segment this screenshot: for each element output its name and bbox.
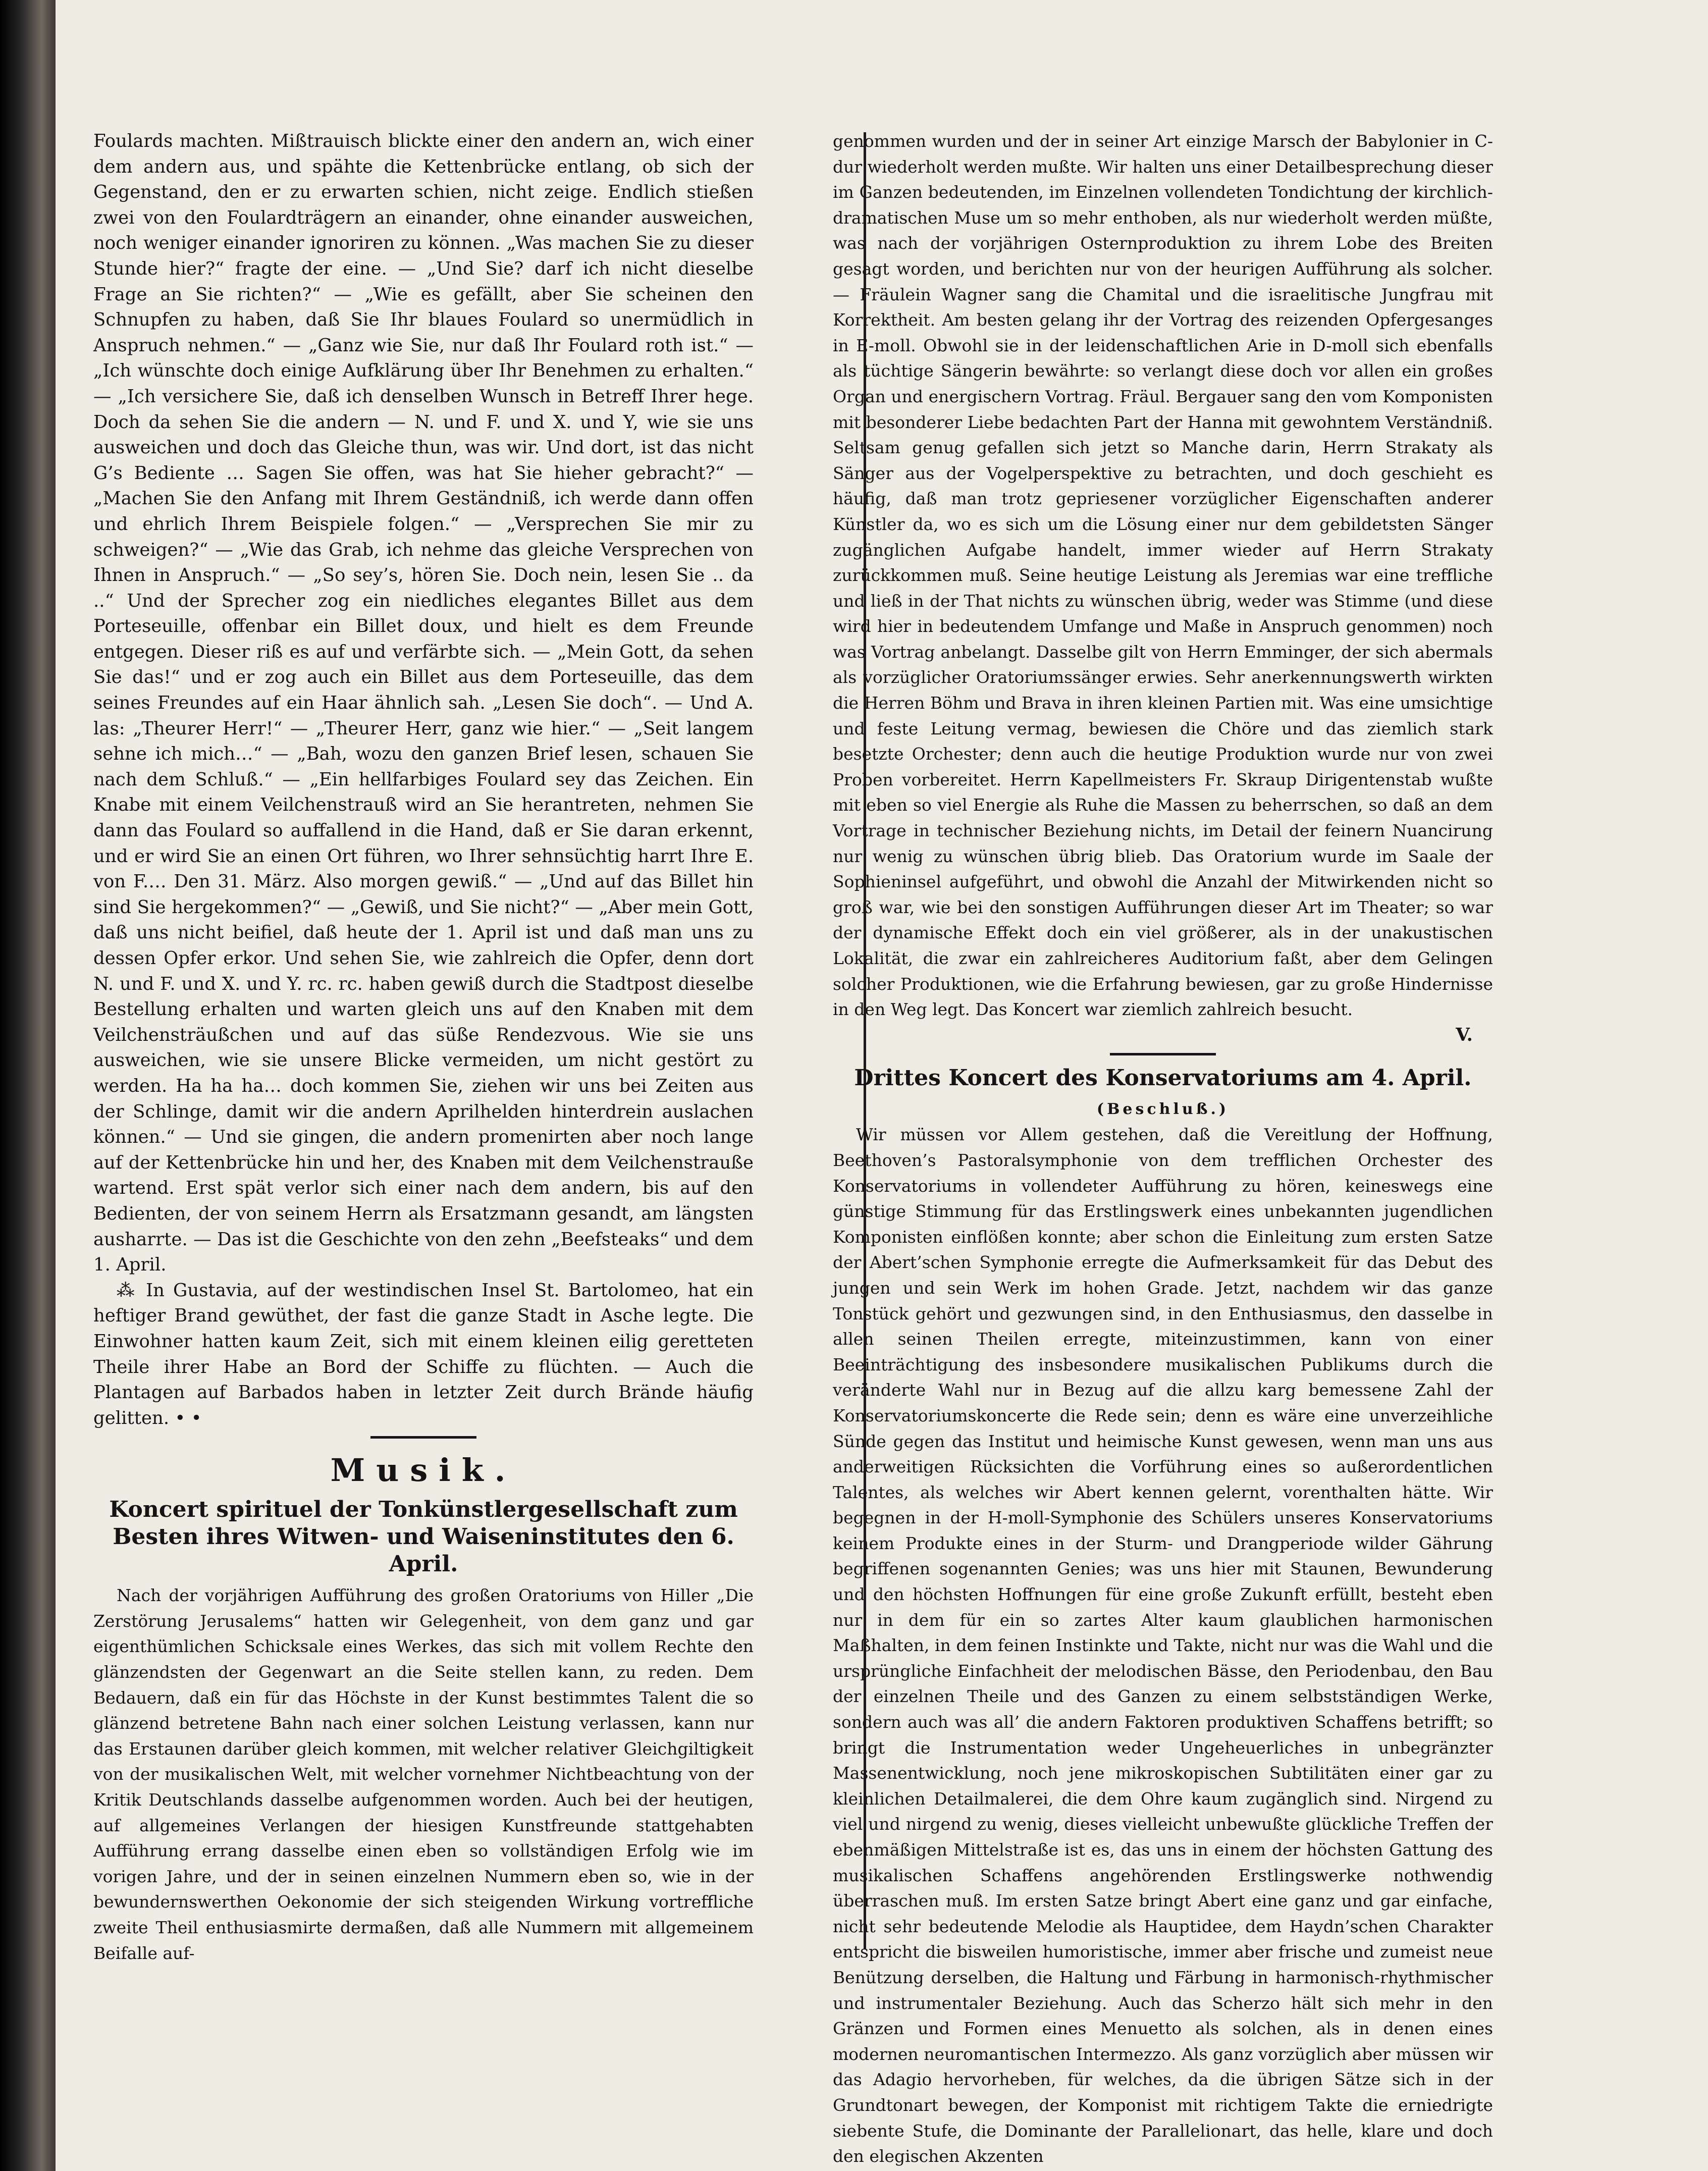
author-signature: V. [1456, 1024, 1473, 1045]
article-body-konservatorium: Wir müssen vor Allem gestehen, daß die Vereitlung der Hoffnung, Beethoven’s Pastoralsymphonie von dem trefflichen Orchester des Konservatoriums in vollendeter Aufführung zu hören, keineswegs eine günstige Stimmung für das Erstlingswerk eines unbekannten jugendlichen Komponisten einflößen konnte; aber schon die Einleitung zum ersten Satze der Abert’schen Symphonie erregte die Aufmerksamkeit für das Debut des jungen und sein Werk im hohen Grade. Jetzt, nachdem wir das ganze Tonstück gehört und gezwungen sind, in den Enthusiasmus, den dasselbe in allen seinen Theilen erregte, miteinzustimmen, kann von einer Beeinträchtigung des insbesondere musikalischen Publikums durch die veränderte Wahl nur in Bezug auf die allzu karg bemessene Zahl der Konservatoriumskoncerte die Rede sein; denn es wäre eine unverzeihliche Sünde gegen das Institut und heimische Kunst gewesen, wenn man uns aus anderweitigen Rücksichten die Vorführung eines so außerordentlichen Talentes, als welches wir Abert kennen gelernt, vorenthalten hätte. Wir begegnen in der H-moll-Symphonie des Schülers unseres Konservatoriums keinem Produkte eines in der Sturm- und Drangperiode wilder Gährung begriffenen sogenannten Genies; was uns hier mit Staunen, Bewunderung und den höchsten Hoffnungen für eine große Zukunft erfüllt, besteht eben nur in dem für ein so zartes Alter kaum glaublichen harmonischen Maßhalten, in dem feinen Instinkte und Takte, nicht nur was die Wahl und die ursprüngliche Einfachheit der melodischen Bässe, den Periodenbau, den Bau der einzelnen Theile und des Ganzen zu einem selbstständigen Werke, sondern auch was all’ die andern Faktoren produktiven Schaffens betrifft; so bringt die Instrumentation weder Ungeheuerliches in unbegränzter Massenentwicklung, noch jene mikroskopischen Subtilitäten einer gar zu kleinlichen Detailmalerei, die dem Ohre kaum zugänglich sind. Nirgend zu viel und nirgend zu wenig, dieses vielleicht unbewußte glückliche Treffen der ebenmäßigen Mittelstraße ist es, das uns in einem der höchsten Gattung des musikalischen Schaffens angehörenden Erstlingswerke nothwendig überraschen muß. Im ersten Satze bringt Abert eine ganz und gar einfache, nicht sehr bedeutende Melodie als Hauptidee, dem Haydn’schen Charakter entspricht die bisweilen humoristische, immer aber frische und zumeist neue Benützung derselben, die Haltung und Färbung in harmonisch-rhythmischer und instrumentaler Beziehung. Auch das Scherzo hält sich mehr in den Gränzen und Formen eines Menuetto als solchen, als in denen eines modernen neuromantischen Intermezzo. Als ganz vorzüglich aber müssen wir das Adagio hervorheben, für welches, da die übrigen Sätze sich in der Grundtonart bewegen, der Komponist mit richtigem Takte die erniedrigte siebente Stufe, die Dominante der Parallelionart, das helle, klare und doch den elegischen Akzenten [833, 1125, 1493, 2166]
section-title: Musik. [330, 1452, 517, 1489]
left-column [93, 129, 754, 1963]
news-item-gustavia: ⁂ In Gustavia, auf der westindischen Insel St. Bartolomeo, hat ein heftiger Brand gewüthet, der fast die ganze Stadt in Asche legte. Die Einwohner hatten kaum Zeit, sich mit einem kleinen eilig geretteten Theile ihrer Habe an Bord der Schiffe zu flüchten. — Auch die Plantagen auf Barbados haben in letzter Zeit durch Brände häufig gelitten. • • [93, 1280, 754, 1428]
article-rule [1110, 1053, 1216, 1055]
article-subtitle: (Beschluß.) [1096, 1100, 1230, 1119]
article-continuation: genommen wurden und der in seiner Art einzige Marsch der Babylonier in C-dur wiederholt werden mußte. Wir halten uns einer Detailbesprechung dieser im Ganzen bedeutenden, im Einzelnen vollendeten Tondichtung der kirchlich-dramatischen Muse um so mehr enthoben, als nur wiederholt werden müßte, was nach der vorjährigen Osternproduktion zu ihrem Lobe des Breiten gesagt worden, und berichten nur von der heurigen Aufführung als solcher. — Fräulein Wagner sang die Chamital und die israelitische Jungfrau mit Korrektheit. Am besten gelang ihr der Vortrag des reizenden Opfergesanges in E-moll. Obwohl sie in der leidenschaftlichen Arie in D-moll sich ebenfalls als tüchtige Sängerin bewährte: so verlangt diese doch vor allen ein großes Organ und energischern Vortrag. Fräul. Bergauer sang den vom Komponisten mit besonderer Liebe bedachten Part der Hanna mit gewohntem Verständniß. Seltsam genug gefallen sich jetzt so Manche darin, Herrn Strakaty als Sänger aus der Vogelperspektive zu betrachten, und doch geschieht es häufig, daß man trotz gepriesener vorzüglicher Eigenschaften anderer Künstler da, wo es sich um die Lösung einer nur dem gebildetsten Sänger zugänglichen Aufgabe handelt, immer wieder auf Herrn Strakaty zurückkommen muß. Seine heutige Leistung als Jeremias war eine treffliche und ließ in der That nichts zu wünschen übrig, weder was Stimme (und diese wird hier in bedeutendem Umfange und Maße in Anspruch genommen) noch was Vortrag anbelangt. Dasselbe gilt von Herrn Emminger, der sich abermals als vorzüglicher Oratoriumssänger erwies. Sehr anerkennungswerth wirkten die Herren Böhm und Brava in ihren kleinen Partien mit. Was eine umsichtige und feste Leitung vermag, bewiesen die Chöre und das ziemlich stark besetzte Orchester; denn auch die heutige Produktion wurde nur von zwei Proben vorbereitet. Herrn Kapellmeisters Fr. Skraup Dirigentenstab wußte mit eben so viel Energie als Ruhe die Massen zu beherrschen, so daß an dem Vortrage in technischer Beziehung nichts, im Detail der feinern Nuancirung nur wenig zu wünschen übrig blieb. Das Oratorium wurde im Saale der Sophieninsel aufgeführt, und obwohl die Anzahl der Mitwirkenden nicht so groß war, wie bei den sonstigen Aufführungen dieser Art im Theater; so war der dynamische Effekt doch ein viel größerer, als in der unakustischen Lokalität, die zwar ein zahlreicheres Auditorium faßt, aber dem Gelingen solcher Produktionen, wie die Erfahrung bewiesen, gar zu große Hindernisse in den Weg legt. Das Koncert war ziemlich zahlreich besucht. [833, 131, 1493, 1020]
story-paragraph: Foulards machten. Mißtrauisch blickte einer den andern an, wich einer dem andern aus, und spähte die Kettenbrücke entlang, ob sich der Gegenstand, den er zu erwarten schien, nicht zeige. Endlich stießen zwei von den Foulardträgern an einander, ohne einander ausweichen, noch weniger einander ignoriren zu können. „Was machen Sie zu dieser Stunde hier?“ fragte der eine. — „Und Sie? darf ich nicht dieselbe Frage an Sie richten?“ — „Wie es gefällt, aber Sie scheinen den Schnupfen zu haben, daß Sie Ihr blaues Foulard so unermüdlich in Anspruch nehmen.“ — „Ganz wie Sie, nur daß Ihr Foulard roth ist.“ — „Ich wünschte doch einige Aufklärung über Ihr Benehmen zu erhalten.“ — „Ich versichere Sie, daß ich denselben Wunsch in Betreff Ihrer hege. Doch da sehen Sie die andern — N. und F. und X. und Y, wie sie uns ausweichen und doch das Gleiche thun, was wir. Und dort, ist das nicht G’s Bediente … Sagen Sie offen, was hat Sie hieher gebracht?“ — „Machen Sie den Anfang mit Ihrem Geständniß, ich werde dann offen und ehrlich Ihrem Beispiele folgen.“ — „Versprechen Sie mir zu schweigen?“ — „Wie das Grab, ich nehme das gleiche Versprechen von Ihnen in Anspruch.“ — „So sey’s, hören Sie. Doch nein, lesen Sie .. da ..“ Und der Sprecher zog ein niedliches elegantes Billet aus dem Porteseuille, offenbar ein Billet doux, und hielt es dem Freunde entgegen. Dieser riß es auf und verfärbte sich. — „Mein Gott, da sehen Sie das!“ und er zog auch ein Billet aus dem Porteseuille, das dem seines Freundes auf ein Haar ähnlich sah. „Lesen Sie doch“. — Und A. las: „Theurer Herr!“ — „Theurer Herr, ganz wie hier.“ — „Seit langem sehne ich mich…“ — „Bah, wozu den ganzen Brief lesen, schauen Sie nach dem Schluß.“ — „Ein hellfarbiges Foulard sey das Zeichen. Ein Knabe mit einem Veilchenstrauß wird an Sie herantreten, nehmen Sie dann das Foulard so auffallend in die Hand, daß er Sie daran erkennt, und er wird Sie an einen Ort führen, wo Ihrer sehnsüchtig harrt Ihre E. von F.… Den 31. März. Also morgen gewiß.“ — „Und auf das Billet hin sind Sie hergekommen?“ — „Gewiß, und Sie nicht?“ — „Aber mein Gott, daß uns nicht beifiel, daß heute der 1. April ist und daß man uns zu dessen Opfer erkor. Und sehen Sie, wie zahlreich die Opfer, denn dort N. und F. und X. und Y. rc. rc. haben gewiß durch die Stadtpost dieselbe Bestellung erhalten und warten gleich uns auf den Knaben mit dem Veilchensträußchen und auf das süße Rendezvous. Wie sie uns ausweichen, wie sie unsere Blicke vermeiden, um nicht gestört zu werden. Ha ha ha… doch kommen Sie, ziehen wir uns bei Zeiten aus der Schlinge, damit wir die andern Aprilhelden hinterdrein auslachen können.“ — Und sie gingen, die andern promenirten aber noch lange auf der Kettenbrücke hin und her, des Knaben mit dem Veilchenstrauße wartend. Erst spät verlor sich einer nach dem andern, bis auf den Bedienten, der von seinem Herrn als Ersatzmann gesandt, am längsten ausharrte. — Das ist die Geschichte von den zehn „Beefsteaks“ und dem 1. April. [93, 131, 754, 1276]
article-title-konservatorium: Drittes Koncert des Konservatoriums am 4. April. [854, 1065, 1472, 1091]
book-spine-shadow [0, 0, 56, 2171]
article-body: Nach der vorjährigen Aufführung des großen Oratoriums von Hiller „Die Zerstörung Jerusalems“ hatten wir Gelegenheit, von dem ganz und gar eigenthümlichen Schicksale eines Werkes, das sich mit vollem Rechte den glänzendsten der Gegenwart an die Seite stellen kann, zu reden. Dem Bedauern, daß ein für das Höchste in der Kunst bestimmtes Talent die so glänzend betretene Bahn nach einer solchen Leistung verlassen, kann nur das Erstaunen darüber gleich kommen, mit welcher relativer Gleichgiltigkeit von der musikalischen Welt, mit welcher vornehmer Nichtbeachtung von der Kritik Deutschlands dasselbe aufgenommen worden. Auch bei der heutigen, auf allgemeines Verlangen der hiesigen Kunstfreunde stattgehabten Aufführung errang dasselbe einen eben so vollständigen Erfolg wie im vorigen Jahre, und der in seinen einzelnen Nummern eben so, wie in der bewundernswerthen Oekonomie der sich steigenden Wirkung vortreffliche zweite Theil enthusiasmirte dermaßen, daß alle Nummern mit allgemeinem Beifalle auf- [93, 1585, 754, 1963]
article-title: Koncert spirituel der Tonkünstlergesellschaft zum Besten ihres Witwen- und Waiseninstitutes den 6. April. [109, 1497, 738, 1577]
right-column [833, 129, 1493, 2166]
section-rule [370, 1436, 476, 1439]
